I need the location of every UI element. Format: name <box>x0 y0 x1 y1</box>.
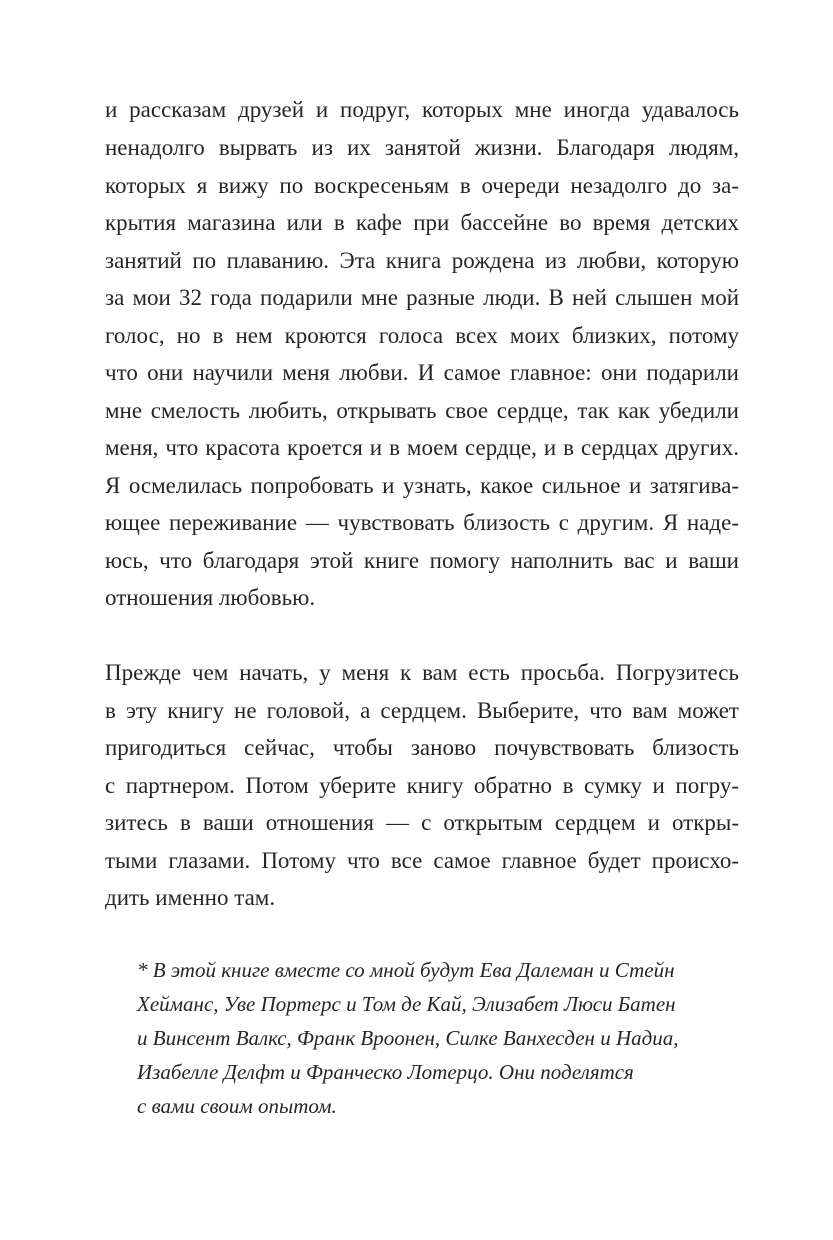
text-line: Я осмелилась попробовать и узнать, какое сильное и затягива- <box>105 473 739 498</box>
text-line: занятий по плаванию. Эта книга рождена из любви, которую <box>105 248 739 273</box>
text-line: юсь, что благодаря этой книге помогу наполнить вас и ваши <box>105 548 739 573</box>
footnote-line: Изабелле Делфт и Франческо Лотерцо. Они поделятся <box>137 1060 634 1084</box>
text-line: тыми глазами. Потому что все самое главное будет происхо- <box>105 848 739 873</box>
text-line: ющее переживание — чувствовать близость с другим. Я наде- <box>105 510 739 535</box>
text-line: за мои 32 года подарили мне разные люди. В ней слышен мой <box>105 285 739 310</box>
footnote-line: и Винсент Валкс, Франк Вроонен, Силке Ванхесден и Надиа, <box>137 1026 679 1050</box>
text-line: Прежде чем начать, у меня к вам есть просьба. Погрузитесь <box>105 660 739 685</box>
text-line: ненадолго вырвать из их занятой жизни. Благодаря людям, <box>105 135 739 160</box>
text-line: что они научили меня любви. И самое главное: они подарили <box>105 360 739 385</box>
text-line: мне смелость любить, открывать свое сердце, так как убедили <box>105 398 739 423</box>
footnote-line: * В этой книге вместе со мной будут Ева Далеман и Стейн <box>137 958 675 982</box>
text-line: которых я вижу по воскресеньям в очереди незадолго до за- <box>105 173 739 198</box>
footnote-line: Хейманс, Уве Портерс и Том де Кай, Элизабет Люси Батен <box>137 992 676 1016</box>
text-line: зитесь в ваши отношения — с открытым сердцем и откры- <box>105 810 739 835</box>
text-line: меня, что красота кроется и в моем сердце, и в сердцах других. <box>105 435 739 460</box>
text-line: дить именно там. <box>105 885 276 910</box>
text-line: с партнером. Потом уберите книгу обратно в сумку и погру- <box>105 773 739 798</box>
footnote-line: с вами своим опытом. <box>137 1094 337 1118</box>
text-line: и рассказам друзей и подруг, которых мне иногда удавалось <box>105 97 739 122</box>
text-line: крытия магазина или в кафе при бассейне во время детских <box>105 210 739 235</box>
text-line: голос, но в нем кроются голоса всех моих близких, потому <box>105 323 739 348</box>
text-line: пригодиться сейчас, чтобы заново почувствовать близость <box>105 735 739 760</box>
text-line: в эту книгу не головой, а сердцем. Выберите, что вам может <box>105 698 739 723</box>
text-line: отношения любовью. <box>105 585 316 610</box>
